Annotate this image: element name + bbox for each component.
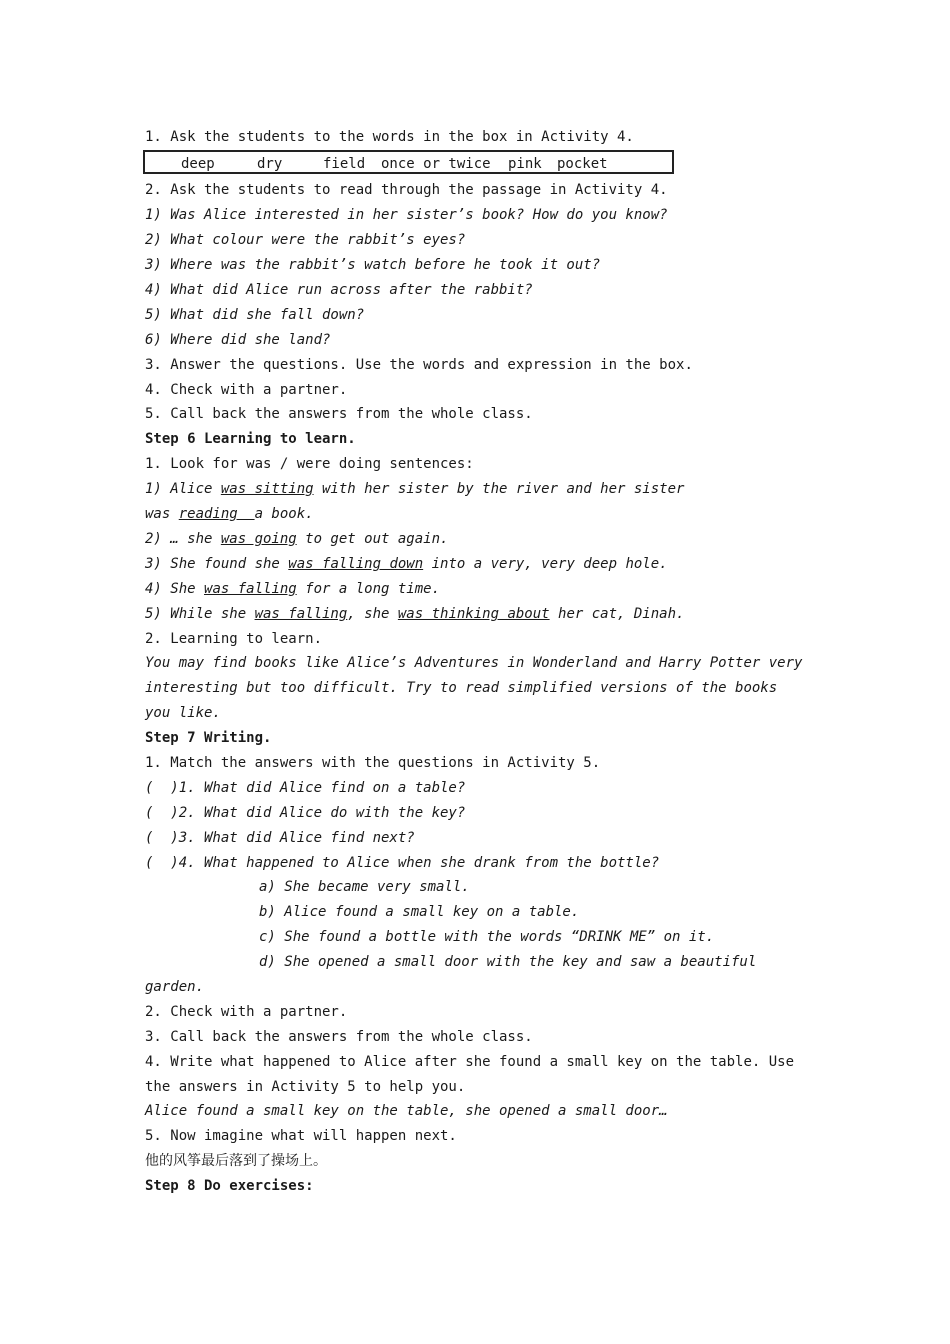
writing-item-4: 4. Write what happened to Alice after she found a small key on the table. Use: [145, 1054, 795, 1070]
match-answer-b: b) Alice found a small key on a table.: [259, 904, 580, 920]
instruction-3: 3. Answer the questions. Use the words and expression in the box.: [145, 357, 693, 373]
sentence-1-part-f: a book.: [254, 506, 314, 522]
instruction-1: 1. Ask the students to the words in the box in Activity 4.: [145, 129, 634, 145]
sentence-5: [145, 605, 684, 623]
sentence-1-verb-2: reading: [178, 506, 255, 522]
sentence-1: [145, 480, 684, 498]
question-4: 4) What did Alice run across after the rabbit?: [145, 282, 533, 298]
chinese-sentence: 他的风筝最后落到了操场上。: [145, 1153, 327, 1169]
sentence-5-verb: was falling: [254, 606, 348, 622]
word-once-or-twice: once or twice: [381, 156, 491, 172]
word-pocket: pocket: [557, 156, 608, 172]
question-5: 5) What did she fall down?: [145, 307, 365, 323]
match-question-2: ( )2. What did Alice do with the key?: [145, 805, 466, 821]
question-3: 3) Where was the rabbit’s watch before he took it out?: [145, 257, 601, 273]
match-answer-a: a) She became very small.: [259, 879, 470, 895]
sentence-2-part-a: 2) … she: [145, 531, 221, 547]
writing-item-3: 3. Call back the answers from the whole class.: [145, 1029, 533, 1045]
question-1: 1) Was Alice interested in her sister’s book? How do you know?: [145, 207, 668, 223]
writing-item-1: 1. Match the answers with the questions in Activity 5.: [145, 755, 601, 771]
match-answer-c: c) She found a bottle with the words “DRINK ME” on it.: [259, 929, 715, 945]
word-pink: pink: [508, 156, 542, 172]
match-question-3: ( )3. What did Alice find next?: [145, 830, 415, 846]
step-7-heading: Step 7 Writing.: [145, 730, 272, 746]
match-answer-d: d) She opened a small door with the key and saw a beautiful: [259, 954, 757, 970]
step-6-item-2: 2. Learning to learn.: [145, 631, 323, 647]
sentence-5-verb-2: was thinking about: [397, 606, 550, 622]
sentence-1-part-a: 1) Alice: [145, 481, 221, 497]
step-6-heading: Step 6 Learning to learn.: [145, 431, 356, 447]
sentence-4: [145, 580, 440, 598]
sentence-4-part-c: for a long time.: [296, 581, 441, 597]
sentence-3-verb: was falling down: [288, 556, 424, 572]
sentence-1-verb: was sitting: [220, 481, 314, 497]
instruction-4: 4. Check with a partner.: [145, 382, 348, 398]
sentence-2-part-c: to get out again.: [296, 531, 449, 547]
step-8-heading: Step 8 Do exercises:: [145, 1178, 314, 1194]
instruction-2: 2. Ask the students to read through the passage in Activity 4.: [145, 182, 668, 198]
word-field: field: [323, 156, 366, 172]
question-6: 6) Where did she land?: [145, 332, 331, 348]
question-2: 2) What colour were the rabbit’s eyes?: [145, 232, 466, 248]
sentence-5-part-a: 5) While she: [145, 606, 255, 622]
sentence-5-part-e: her cat, Dinah.: [549, 606, 685, 622]
writing-example: Alice found a small key on the table, she opened a small door…: [145, 1103, 668, 1119]
match-question-4: ( )4. What happened to Alice when she drank from the bottle?: [145, 855, 660, 871]
tip-line-3: you like.: [145, 705, 221, 721]
sentence-4-part-a: 4) She: [145, 581, 205, 597]
writing-item-2: 2. Check with a partner.: [145, 1004, 348, 1020]
writing-item-4-cont: the answers in Activity 5 to help you.: [145, 1079, 466, 1095]
word-box: [143, 150, 674, 174]
sentence-3: [145, 555, 668, 573]
word-dry: dry: [257, 156, 283, 172]
step-6-item-1: 1. Look for was / were doing sentences:: [145, 456, 474, 472]
match-answer-d-cont: garden.: [145, 979, 205, 995]
sentence-1-cont: [145, 505, 314, 523]
word-deep: deep: [181, 156, 215, 172]
tip-line-1: You may find books like Alice’s Adventures in Wonderland and Harry Potter very: [145, 655, 803, 671]
sentence-1-part-c: with her sister by the river and her sister: [313, 481, 685, 497]
tip-line-2: interesting but too difficult. Try to read simplified versions of the books: [145, 680, 778, 696]
instruction-5: 5. Call back the answers from the whole class.: [145, 406, 533, 422]
sentence-2: [145, 530, 448, 548]
sentence-3-part-a: 3) She found she: [145, 556, 289, 572]
match-question-1: ( )1. What did Alice find on a table?: [145, 780, 466, 796]
sentence-4-verb: was falling: [204, 581, 297, 597]
sentence-2-verb: was going: [220, 531, 297, 547]
sentence-1-part-d: was: [145, 506, 179, 522]
writing-item-5: 5. Now imagine what will happen next.: [145, 1128, 457, 1144]
sentence-5-part-c: , she: [347, 606, 398, 622]
sentence-3-part-c: into a very, very deep hole.: [423, 556, 668, 572]
